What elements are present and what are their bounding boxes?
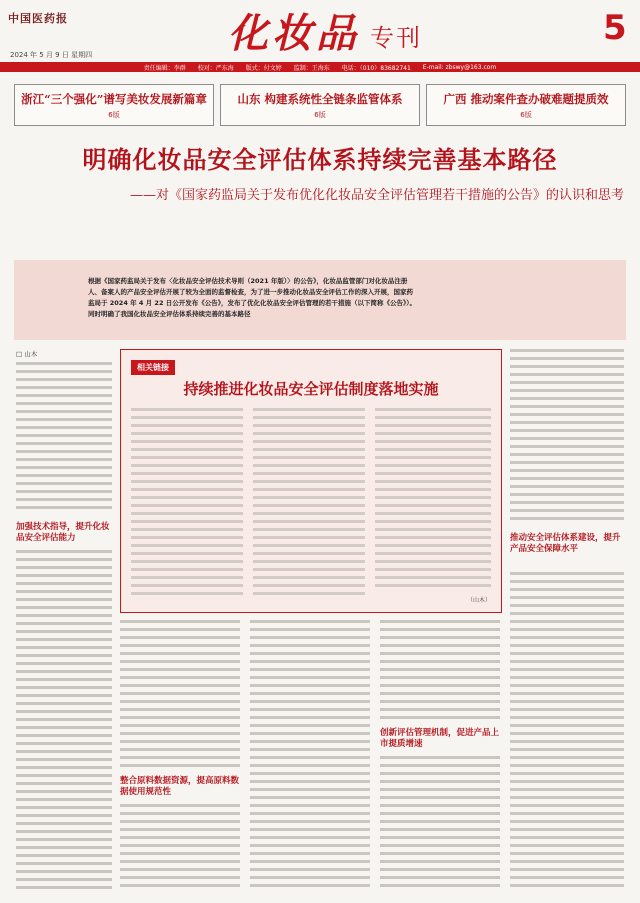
teaser-title: 浙江“三个强化”谱写美妆发展新篇章 [21, 91, 207, 106]
feature-byline: （山木） [466, 597, 491, 604]
supplement-title: 化妆品 [228, 10, 360, 57]
author-byline: □ 山木 [16, 350, 38, 358]
right-column-text [510, 349, 624, 525]
middle-column-text [250, 620, 370, 890]
lead-text: 根据《国家药监局关于发布〈化妆品安全评估技术导则（2021 年版）〉的公告》，化妆品监管部门对化妆品注册人、备案人的产品安全评估开展了较为全面的监督检查，为了进一步推动化妆品安全评估工作的深入开展，国家药监局于 2024 年 4 月 22 日公开发布《公告》，发布了优化化妆品安全评估管理的若干措施（以下简称《公告》）。同时明确了我国化妆品安全评估体系持续完善的基本路径 [88, 277, 416, 318]
teaser-zhejiang[interactable] [14, 84, 214, 126]
teaser-row [14, 84, 626, 126]
page-number: 5 [603, 8, 627, 48]
middle-left-column-text [120, 620, 240, 768]
section-head-3: 创新评估管理机制，促进产品上市提质增速 [380, 728, 500, 749]
info-phone: 电话：（010）83682741 [341, 64, 411, 72]
editor-info-bar [0, 62, 640, 72]
issue-date: 2024 年 5 月 9 日 星期四 [10, 51, 93, 59]
related-link-tag: 相关链接 [131, 360, 175, 375]
main-headline: 明确化妆品安全评估体系持续完善基本路径 [82, 145, 558, 174]
section-head-1: 加强技术指导，提升化妆品安全评估能力 [16, 522, 110, 543]
teaser-title: 广西 推动案件查办破难题提质效 [443, 91, 609, 106]
lead-summary-box [14, 260, 626, 340]
middle-left-column-text-2 [120, 804, 240, 890]
teaser-shandong[interactable] [220, 84, 420, 126]
feature-col-3 [375, 408, 491, 588]
left-column-text [16, 362, 112, 512]
teaser-page: 6版 [520, 110, 532, 119]
section-head-4: 推动安全评估体系建设，提升产品安全保障水平 [510, 533, 621, 554]
sub-headline: ——对《国家药监局关于发布优化化妆品安全评估管理若干措施的公告》的认识和思考 [129, 188, 624, 203]
info-email: E-mail: zbswy@163.com [422, 63, 497, 71]
teaser-title: 山东 构建系统性全链条监管体系 [237, 91, 403, 106]
info-editor: 责任编辑：李群 [143, 64, 186, 72]
feature-col-2 [253, 408, 365, 598]
feature-col-1 [131, 408, 243, 598]
teaser-page: 6版 [108, 110, 120, 119]
teaser-page: 6版 [314, 110, 326, 119]
teaser-guangxi[interactable] [426, 84, 626, 126]
related-link-box [120, 349, 502, 613]
related-link-title: 持续推进化妆品安全评估制度落地实施 [183, 380, 439, 398]
middle-right-column-text-2 [380, 756, 500, 890]
middle-right-column-text [380, 620, 500, 720]
paper-name: 中国医药报 [8, 12, 68, 25]
info-supervisor: 监制：王海东 [293, 64, 330, 72]
section-head-2: 整合原料数据资源，提高原料数据使用规范性 [120, 776, 240, 797]
left-column-text-2 [16, 550, 112, 890]
info-layout: 版式：付文婷 [245, 64, 282, 72]
right-column-text-2 [510, 572, 624, 890]
supplement-section: 专刊 [370, 24, 422, 52]
info-proofreader: 校对：严东海 [197, 64, 234, 72]
